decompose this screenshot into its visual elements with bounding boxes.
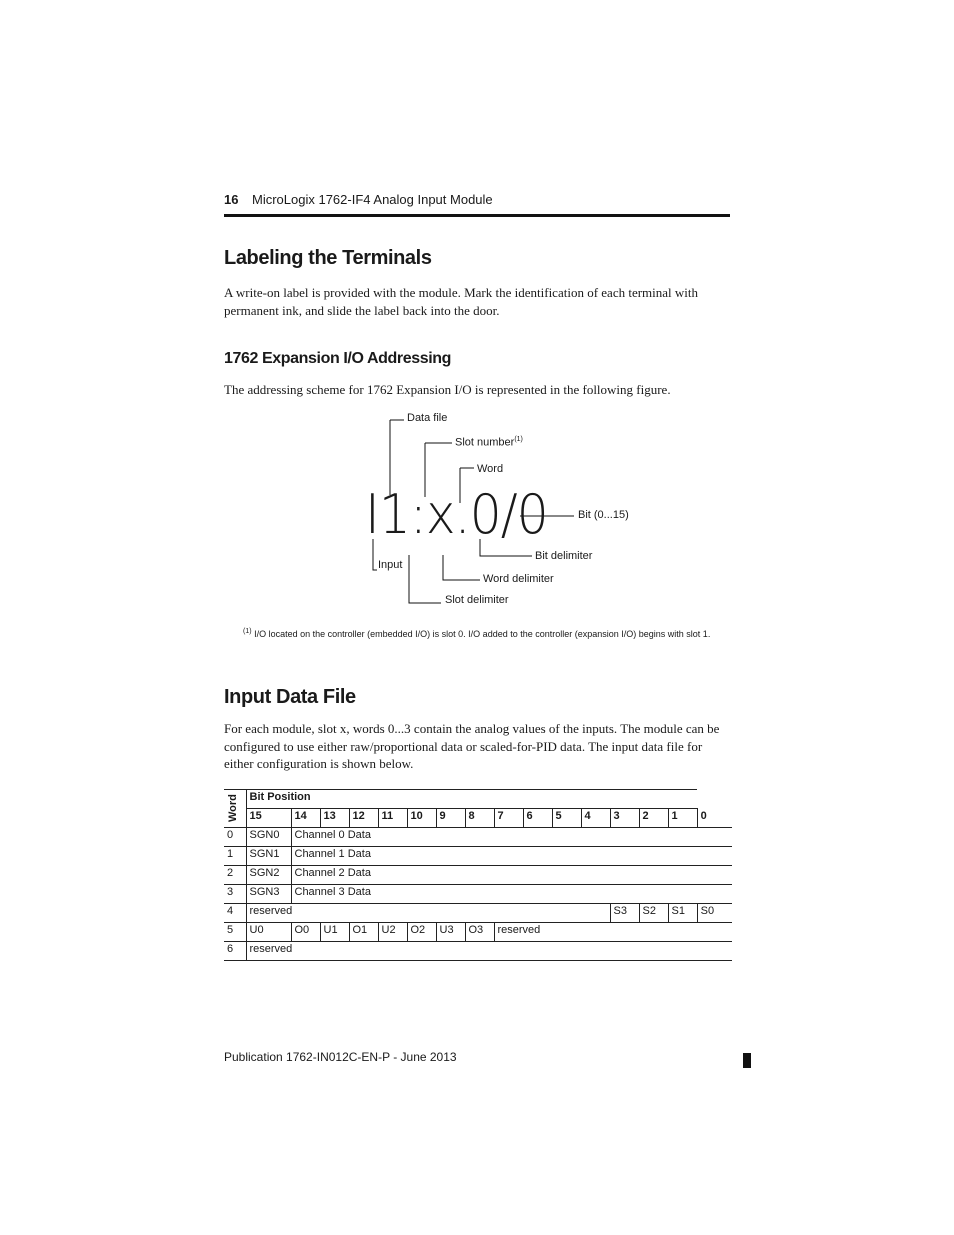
footer-marker-bar <box>743 1053 751 1068</box>
table-row <box>224 923 732 942</box>
word-number: 6 <box>224 942 246 961</box>
addressing-figure <box>230 405 650 615</box>
table-row <box>224 866 732 885</box>
sign-bit: SGN0 <box>246 828 291 847</box>
input-data-table <box>224 789 732 961</box>
label-word: Word <box>477 463 504 475</box>
label-slot-delimiter: Slot delimiter <box>445 594 509 606</box>
bit-0: 0 <box>697 809 732 828</box>
page-number: 16 <box>224 192 239 207</box>
word-header: Word <box>227 794 239 822</box>
table-row <box>224 828 732 847</box>
word-number: 5 <box>224 923 246 942</box>
sign-bit: SGN1 <box>246 847 291 866</box>
bit-5: 5 <box>552 809 581 828</box>
reserved-cell: reserved <box>494 923 732 942</box>
status-bit-s3: S3 <box>610 904 639 923</box>
bit-7: 7 <box>494 809 523 828</box>
bit-15: 15 <box>246 809 291 828</box>
bit-number-row <box>224 809 732 828</box>
bit-11: 11 <box>378 809 407 828</box>
labeling-line-2: permanent ink, and slide the label back into the door. <box>224 302 500 318</box>
word-number: 4 <box>224 904 246 923</box>
header-rule <box>224 214 730 217</box>
bit-3: 3 <box>610 809 639 828</box>
label-bit: Bit (0...15) <box>578 509 629 521</box>
input-data-paragraph <box>224 720 732 773</box>
label-slot-number-footnote-ref: (1) <box>514 436 523 443</box>
flag-u0: U0 <box>246 923 291 942</box>
figure-footnote <box>243 628 710 639</box>
footnote-text: I/O located on the controller (embedded I/O) is slot 0. I/O added to the controller (expansion I/O) begins with slot 1. <box>254 629 711 639</box>
flag-o1: O1 <box>349 923 378 942</box>
heading-expansion-addressing: 1762 Expansion I/O Addressing <box>224 350 451 367</box>
bit-12: 12 <box>349 809 378 828</box>
input-data-line-1: For each module, slot x, words 0...3 contain the analog values of the inputs. The module can be <box>224 721 720 736</box>
footnote-mark: (1) <box>243 628 252 635</box>
flag-o0: O0 <box>291 923 320 942</box>
word-number: 1 <box>224 847 246 866</box>
table-row <box>224 885 732 904</box>
flag-u2: U2 <box>378 923 407 942</box>
bit-8: 8 <box>465 809 494 828</box>
bit-9: 9 <box>436 809 465 828</box>
flag-o2: O2 <box>407 923 436 942</box>
channel-data: Channel 2 Data <box>291 866 732 885</box>
word-number: 0 <box>224 828 246 847</box>
heading-input-data-file: Input Data File <box>224 686 356 708</box>
label-data-file: Data file <box>407 412 448 424</box>
flag-o3: O3 <box>465 923 494 942</box>
bit-10: 10 <box>407 809 436 828</box>
reserved-cell: reserved <box>246 904 610 923</box>
word-number: 2 <box>224 866 246 885</box>
page-header <box>224 192 730 210</box>
reserved-cell: reserved <box>246 942 732 961</box>
table-header-row <box>224 790 732 809</box>
word-number: 3 <box>224 885 246 904</box>
bit-13: 13 <box>320 809 349 828</box>
label-input: Input <box>378 559 403 571</box>
word-header-cell <box>224 790 246 828</box>
table-row <box>224 942 732 961</box>
labeling-line-1: A write-on label is provided with the module. Mark the identification of each terminal with <box>224 285 699 300</box>
label-word-delimiter: Word delimiter <box>483 573 554 585</box>
bit-2: 2 <box>639 809 668 828</box>
label-slot-number <box>455 436 523 449</box>
bit-14: 14 <box>291 809 320 828</box>
bit-6: 6 <box>523 809 552 828</box>
sign-bit: SGN3 <box>246 885 291 904</box>
address-example: I1:x.0/0 <box>365 483 548 546</box>
status-bit-s1: S1 <box>668 904 697 923</box>
flag-u1: U1 <box>320 923 349 942</box>
channel-data: Channel 0 Data <box>291 828 732 847</box>
bit-4: 4 <box>581 809 610 828</box>
flag-u3: U3 <box>436 923 465 942</box>
input-data-line-3: either configuration is shown below. <box>224 756 414 771</box>
status-bit-s0: S0 <box>697 904 732 923</box>
channel-data: Channel 1 Data <box>291 847 732 866</box>
addressing-paragraph: The addressing scheme for 1762 Expansion I/O is represented in the following figure. <box>224 382 671 397</box>
sign-bit: SGN2 <box>246 866 291 885</box>
input-data-line-2: configured to use either raw/proportional data or scaled-for-PID data. The input data file for <box>224 738 703 754</box>
table-row <box>224 904 732 923</box>
publication-footer: Publication 1762-IN012C-EN-P - June 2013 <box>224 1050 457 1064</box>
document-title: MicroLogix 1762-IF4 Analog Input Module <box>252 192 493 207</box>
status-bit-s2: S2 <box>639 904 668 923</box>
label-bit-delimiter: Bit delimiter <box>535 550 593 562</box>
heading-labeling-terminals: Labeling the Terminals <box>224 247 432 269</box>
channel-data: Channel 3 Data <box>291 885 732 904</box>
table-row <box>224 847 732 866</box>
bit-1: 1 <box>668 809 697 828</box>
label-slot-number-text: Slot number <box>455 436 515 449</box>
labeling-paragraph <box>224 284 732 319</box>
bit-position-header: Bit Position <box>246 790 697 809</box>
